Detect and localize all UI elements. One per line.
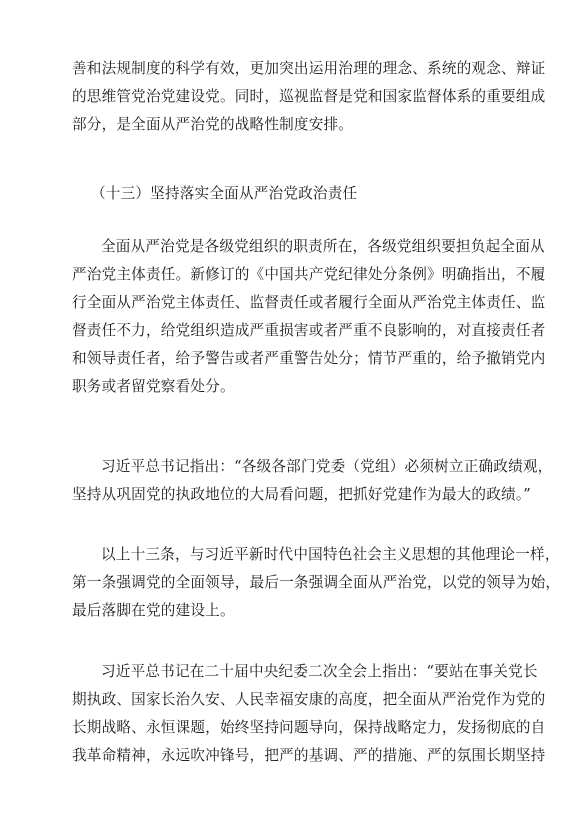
- text-line: 全面从严治党是各级党组织的职责所在，各级党组织要担负起全面从: [101, 238, 545, 255]
- paragraph-quote: [72, 453, 553, 509]
- text-line: 最后落脚在党的建设上。: [72, 602, 235, 619]
- text-line: 长期战略、永恒课题，始终坚持问题导向，保持战略定力，发扬彻底的自: [72, 719, 546, 736]
- text-line: 行全面从严治党主体责任、监督责任或者履行全面从严治党主体责任、监: [72, 294, 546, 311]
- text-line: 习近平总书记在二十届中央纪委二次全会上指出：“要站在事关党长: [101, 663, 538, 680]
- paragraph: [72, 541, 561, 625]
- text-line: 第一条强调党的全面领导，最后一条强调全面从严治党，以党的领导为始，: [72, 574, 561, 591]
- text-line: 职务或者留党察看处分。: [72, 378, 235, 395]
- text-line: 坚持从巩固党的执政地位的大局看问题，把抓好党建作为最大的政绩。”: [72, 486, 531, 503]
- text-line: 和领导责任者，给予警告或者严重警告处分；情节严重的，给予撤销党内: [72, 350, 546, 367]
- text-line: 善和法规制度的科学有效，更加突出运用治理的理念、系统的观念、辩证: [72, 60, 546, 77]
- heading-text: （十三）坚持落实全面从严治党政治责任: [91, 185, 358, 202]
- text-line: 以上十三条，与习近平新时代中国特色社会主义思想的其他理论一样，: [101, 546, 560, 563]
- text-line: 严治党主体责任。新修订的《中国共产党纪律处分条例》明确指出，不履: [72, 266, 546, 283]
- text-line: 我革命精神，永远吹冲锋号，把严的基调、严的措施、严的氛围长期坚持: [72, 747, 546, 764]
- text-line: 期执政、国家长治久安、人民幸福安康的高度，把全面从严治党作为党的: [72, 691, 546, 708]
- paragraph-continuation: [72, 55, 546, 139]
- text-line: 的思维管党治党建设党。同时，巡视监督是党和国家监督体系的重要组成: [72, 88, 546, 105]
- text-line: 督责任不力，给党组织造成严重损害或者严重不良影响的，对直接责任者: [72, 322, 546, 339]
- text-line: 部分，是全面从严治党的战略性制度安排。: [72, 116, 354, 133]
- paragraph: [72, 233, 546, 401]
- section-heading: [91, 180, 531, 208]
- text-line: 习近平总书记指出：“各级各部门党委（党组）必须树立正确政绩观，: [101, 458, 553, 475]
- paragraph-quote: [72, 658, 546, 770]
